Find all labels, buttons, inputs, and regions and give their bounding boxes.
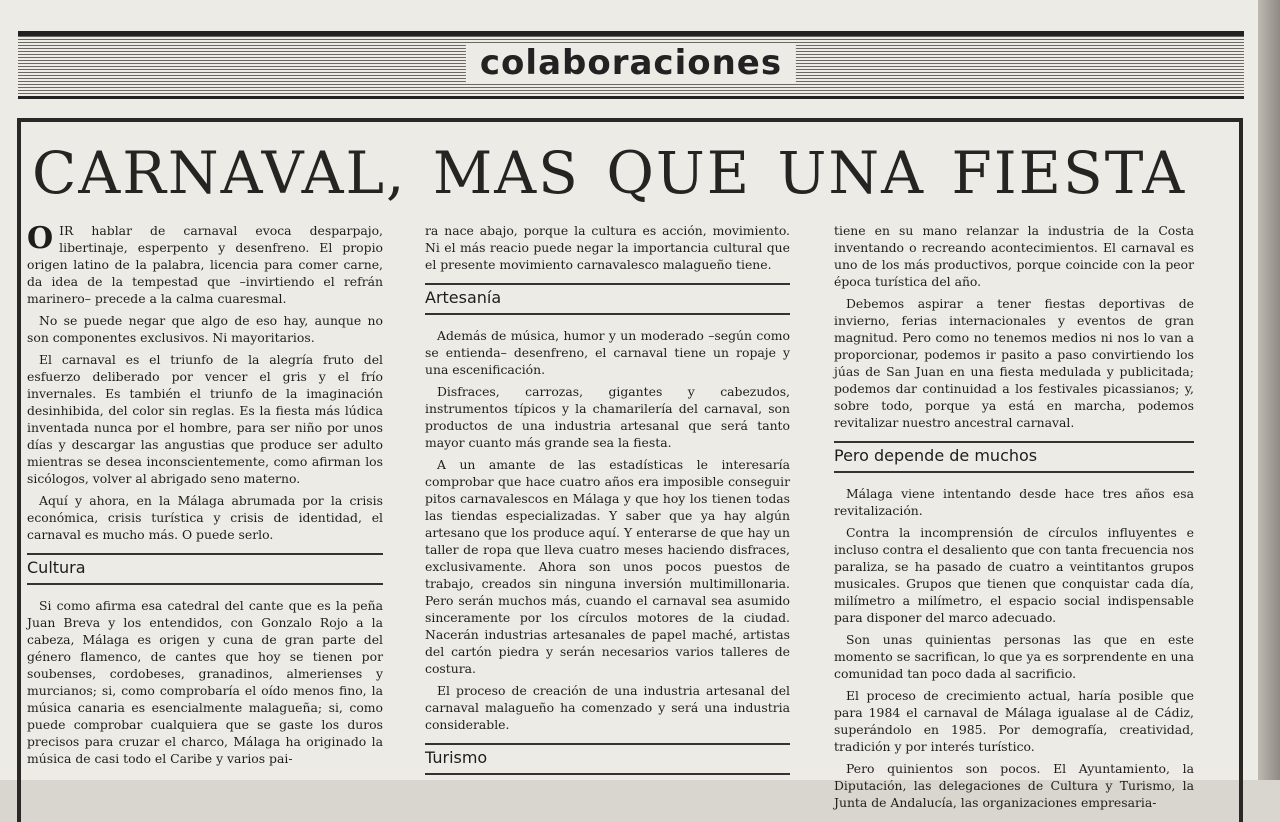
paragraph: Contra la incomprensión de círculos influyentes e incluso contra el desaliento que con tanta frecuencia nos paraliza, se ha pasado de cuatro a veintitantos grupos musicales. Grupos que tienen que conquistar cada día, milímetro a milímetro, el espacio social indispensable para disponer del marco adecuado. (834, 525, 1194, 625)
subheading-turismo: Turismo (425, 743, 790, 775)
subheading-cultura: Cultura (27, 553, 383, 585)
paragraph: OIR hablar de carnaval evoca desparpajo, libertinaje, esperpento y desenfreno. El propio origen latino de la palabra, licencia para comer carne, da idea de la tempestad que –invirtiendo el refrán marinero– precede a la calma cuaresmal. (27, 221, 383, 306)
paragraph: Disfraces, carrozas, gigantes y cabezudos, instrumentos típicos y la chamarilería del carnaval, son productos de una industria artesanal que será tanto mayor cuanto más grande sea la fiesta. (425, 384, 790, 450)
paragraph: Debemos aspirar a tener fiestas deportivas de invierno, ferias internacionales y eventos de gran magnitud. Pero como no tenemos medios ni nos lo van a proporcionar, podemos ir pasito a paso convirtiendo los júas de San Juan en una fiesta medulada y publicitada; podemos dar continuidad a los festivales picassianos; y, sobre todo, porque ya está en marcha, podemos revitalizar nuestro ancestral carnaval. (834, 296, 1194, 430)
article-column-1 (27, 222, 383, 772)
paragraph: tiene en su mano relanzar la industria de la Costa inventando o recreando acontecimientos. El carnaval es uno de los más productivos, porque coincide con la peor época turística del año. (834, 223, 1194, 289)
paragraph: No se puede negar que algo de eso hay, aunque no son componentes exclusivos. Ni mayoritarios. (27, 313, 383, 345)
article-column-3 (834, 222, 1194, 816)
page-edge-shadow (1258, 0, 1280, 780)
paragraph: A un amante de las estadísticas le interesaría comprobar que hace cuatro años era imposible conseguir pitos carnavalescos en Málaga y que hoy los tienen todas las tiendas especializadas. Y saber que ya hay algún artesano que los produce aquí. Y enterarse de que hay un taller de ropa que lleva cuatro meses haciendo disfraces, exclusivamente. Ahora son unos pocos puestos de trabajo, creados sin ninguna inversión multimillonaria. Pero serán muchos más, cuando el carnaval sea asumido sinceramente por los círculos motores de la ciudad. Nacerán industrias artesanales de papel maché, artistas del cartón piedra y serán necesarios varios talleres de costura. (425, 457, 790, 676)
subheading-artesania: Artesanía (425, 283, 790, 315)
paragraph: Son unas quinientas personas las que en este momento se sacrifican, lo que ya es sorprendente en una comunidad tan poco dada al sacrificio. (834, 632, 1194, 681)
article-column-2 (425, 222, 790, 787)
paragraph: El proceso de creación de una industria artesanal del carnaval malagueño ha comenzado y será una industria considerable. (425, 683, 790, 732)
paragraph: Si como afirma esa catedral del cante que es la peña Juan Breva y los entendidos, con Gonzalo Rojo a la cabeza, Málaga es origen y cuna de gran parte del género flamenco, de cantes que hoy se tienen por soubenses, cordobeses, granadinos, almerienses y murcianos; si, como comprobaría el oído menos fino, la música canaria es esencialmente malagueña; si, como puede comprobar cualquiera que se gaste los duros precisos para cruzar el charco, Málaga ha originado la música de casi todo el Caribe y varios pai- (27, 598, 383, 766)
article-headline: CARNAVAL, MAS QUE UNA FIESTA (32, 139, 1187, 207)
paragraph: ra nace abajo, porque la cultura es acción, movimiento. Ni el más reacio puede negar la importancia cultural que el presente movimiento carnavalesco malagueño tiene. (425, 223, 790, 272)
paragraph: Además de música, humor y un moderado –según como se entienda– desenfreno, el carnaval tiene un ropaje y una escenificación. (425, 328, 790, 377)
paragraph: Aquí y ahora, en la Málaga abrumada por la crisis económica, crisis turística y crisis de identidad, el carnaval es mucho más. O puede serlo. (27, 493, 383, 542)
subheading-pero-depende: Pero depende de muchos (834, 441, 1194, 473)
section-label: colaboraciones (466, 43, 796, 83)
paragraph: Pero quinientos son pocos. El Ayuntamiento, la Diputación, las delegaciones de Cultura y Turismo, la Junta de Andalucía, las organizaciones empresaria- (834, 761, 1194, 810)
drop-cap: O (27, 221, 54, 256)
paragraph: El carnaval es el triunfo de la alegría fruto del esfuerzo deliberado por vencer el gris y el frío invernales. Es también el triunfo de la imaginación desinhibida, del color sin reglas. Es la fiesta más lúdica inventada nunca por el hombre, para ser niño por unos días y descargar las angustias que produce ser adulto mientras se desea inconscientemente, como afirman los sicólogos, volver al abrigado seno materno. (27, 352, 383, 486)
paragraph: El proceso de crecimiento actual, haría posible que para 1984 el carnaval de Málaga igualase al de Cádiz, superándolo en 1985. Por demografía, creatividad, tradición y por interés turístico. (834, 688, 1194, 754)
section-banner (18, 31, 1244, 99)
paragraph: Málaga viene intentando desde hace tres años esa revitalización. (834, 486, 1194, 518)
